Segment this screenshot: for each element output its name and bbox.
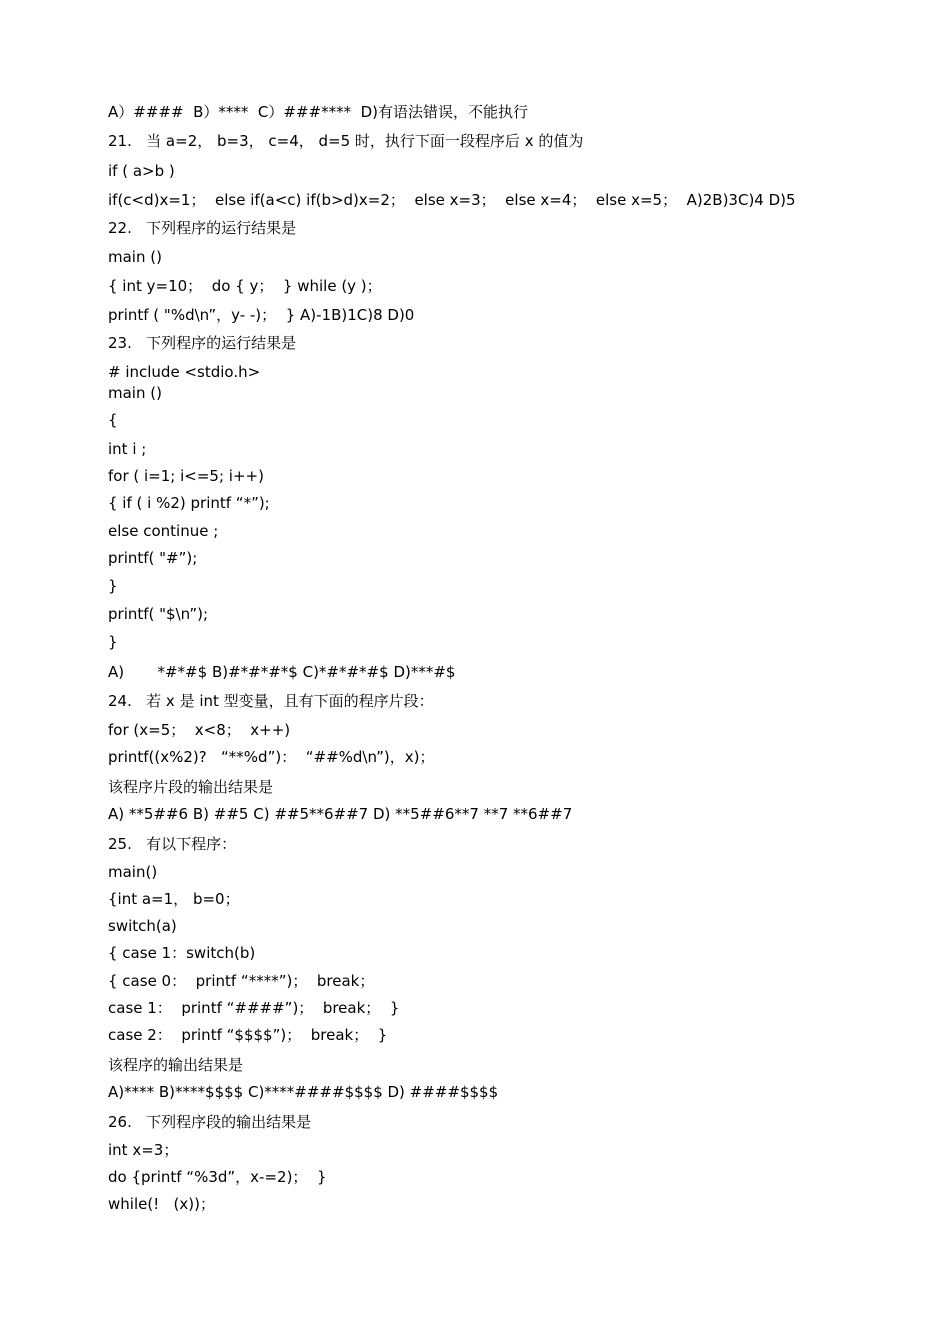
text-line: do {printf “%3d”，x-=2)； } xyxy=(108,1168,327,1186)
text-line: case 1： printf “####”)； break； } xyxy=(108,999,400,1017)
text-line: { case 0： printf “****”)； break； xyxy=(108,972,375,990)
text-line: 23. 下列程序的运行结果是 xyxy=(108,334,297,352)
text-line: main () xyxy=(108,384,162,402)
text-line: 26. 下列程序段的输出结果是 xyxy=(108,1113,312,1131)
text-line: 22. 下列程序的运行结果是 xyxy=(108,219,297,237)
text-line: while(! (x))； xyxy=(108,1195,215,1213)
text-line: {int a=1， b=0； xyxy=(108,890,240,908)
text-line: int x=3； xyxy=(108,1141,179,1159)
text-line: 24. 若 x 是 int 型变量，且有下面的程序片段： xyxy=(108,692,434,710)
text-line: A) *#*#$ B)#*#*#*$ C)*#*#*#$ D)***#$ xyxy=(108,663,456,681)
text-line: switch(a) xyxy=(108,917,177,935)
text-line: { case 1：switch(b) xyxy=(108,944,256,962)
text-line: printf ( "%d\n”，y- -)； } A)-1B)1C)8 D)0 xyxy=(108,306,415,324)
text-line: for (x=5； x<8； x++) xyxy=(108,721,291,739)
text-line: A)**** B)****$$$$ C)****####$$$$ D) ####$$$$ xyxy=(108,1083,499,1101)
text-line: case 2： printf “$$$$”)； break； } xyxy=(108,1026,388,1044)
text-line: # include <stdio.h> xyxy=(108,363,261,381)
text-line: } xyxy=(108,633,118,651)
text-line: A）#### B）**** C）###**** D)有语法错误，不能执行 xyxy=(108,103,529,121)
text-line: printf( "#”); xyxy=(108,549,198,567)
text-line: 21. 当 a=2， b=3， c=4， d=5 时，执行下面一段程序后 x 的值为 xyxy=(108,132,584,150)
text-line: printf( "$\n”); xyxy=(108,605,209,623)
text-line: if(c<d)x=1； else if(a<c) if(b>d)x=2； else x=3； else x=4； else x=5； A)2B)3C)4 D)5 xyxy=(108,191,796,209)
text-line: 该程序的输出结果是 xyxy=(108,1056,244,1074)
text-line: 该程序片段的输出结果是 xyxy=(108,778,274,796)
text-line: int i ; xyxy=(108,440,147,458)
text-line: for ( i=1; i<=5; i++) xyxy=(108,467,264,485)
text-line: printf((x%2)? “**%d”)： “##%d\n”)，x)； xyxy=(108,748,435,766)
text-line: else continue ; xyxy=(108,522,219,540)
text-line: main () xyxy=(108,248,162,266)
text-line: main() xyxy=(108,863,158,881)
text-line: A) **5##6 B) ##5 C) ##5**6##7 D) **5##6**7 **7 **6##7 xyxy=(108,805,573,823)
text-line: { if ( i %2) printf “*”); xyxy=(108,494,270,512)
text-line: { xyxy=(108,411,118,429)
text-line: { int y=10； do { y； } while (y )； xyxy=(108,277,382,295)
text-line: } xyxy=(108,577,118,595)
text-line: 25. 有以下程序： xyxy=(108,835,237,853)
text-line: if ( a>b ) xyxy=(108,162,175,180)
